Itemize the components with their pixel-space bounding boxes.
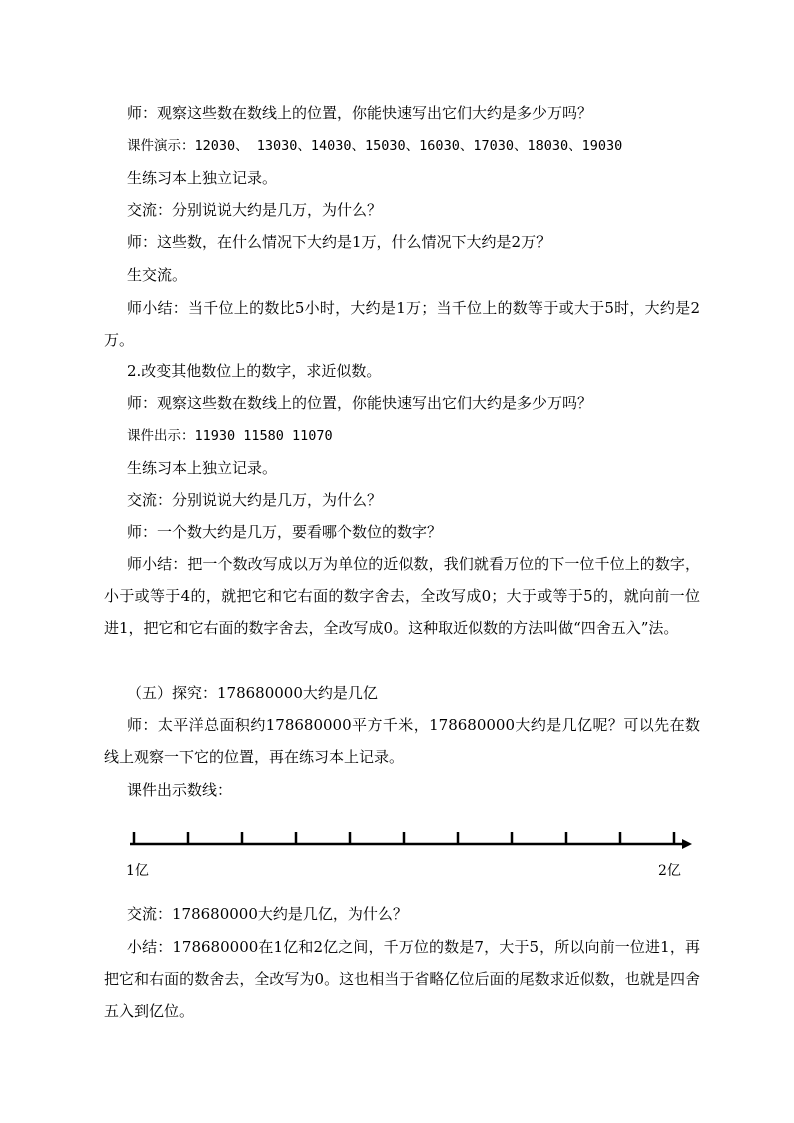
number-line-arrow (682, 839, 692, 849)
text-line: 课件出示：11930 11580 11070 (127, 428, 333, 444)
text-line: 师：一个数大约是几万，要看哪个数位的数字？ (127, 523, 443, 541)
number-line-end-label: 2亿 (658, 863, 681, 879)
number-line (126, 822, 698, 892)
text-line: 生练习本上独立记录。 (127, 459, 278, 477)
paragraph: 师：太平洋总面积约178680000平方千米，178680000大约是几亿呢？可以先在数线上观察一下它的位置，再在练习本上记录。 (104, 716, 700, 766)
text-line: 课件出示数线： (127, 781, 233, 799)
text-line: 师：这些数，在什么情况下大约是1万，什么情况下大约是2万？ (127, 233, 552, 251)
text-line: 交流：分别说说大约是几万，为什么？ (127, 201, 383, 219)
section-heading: （五）探究：178680000大约是几亿 (127, 684, 378, 702)
text-line: 交流：分别说说大约是几万，为什么？ (127, 491, 383, 509)
section-heading: 2.改变其他数位上的数字，求近似数。 (127, 362, 382, 380)
paragraph: 小结：178680000在1亿和2亿之间，千万位的数是7，大于5，所以向前一位进1，再把它和右面的数舍去，全改写为0。这也相当于省略亿位后面的尾数求近似数，也就是四舍五入到亿位。 (104, 938, 700, 1020)
text-line: 师：观察这些数在数线上的位置，你能快速写出它们大约是多少万吗？ (127, 394, 593, 412)
text-line: 交流：178680000大约是几亿，为什么？ (127, 905, 408, 923)
paragraph: 师小结：当千位上的数比5小时，大约是1万；当千位上的数等于或大于5时，大约是2万。 (104, 299, 700, 349)
number-line-start-label: 1亿 (126, 863, 149, 879)
number-line-svg (126, 822, 698, 862)
text-line: 师：观察这些数在数线上的位置，你能快速写出它们大约是多少万吗？ (127, 104, 593, 122)
paragraph: 师小结：把一个数改写成以万为单位的近似数，我们就看万位的下一位千位上的数字，小于或等于4的，就把它和它右面的数字舍去，全改写成0；大于或等于5的，就向前一位进1，把它和它右面的数字舍去，全改写成0。这种取近似数的方法叫做“四舍五入”法。 (104, 555, 700, 637)
text-line: 生练习本上独立记录。 (127, 169, 278, 187)
text-line: 课件演示：12030、 13030、14030、15030、16030、17030、18030、19030 (127, 138, 623, 154)
text-line: 生交流。 (127, 266, 188, 284)
